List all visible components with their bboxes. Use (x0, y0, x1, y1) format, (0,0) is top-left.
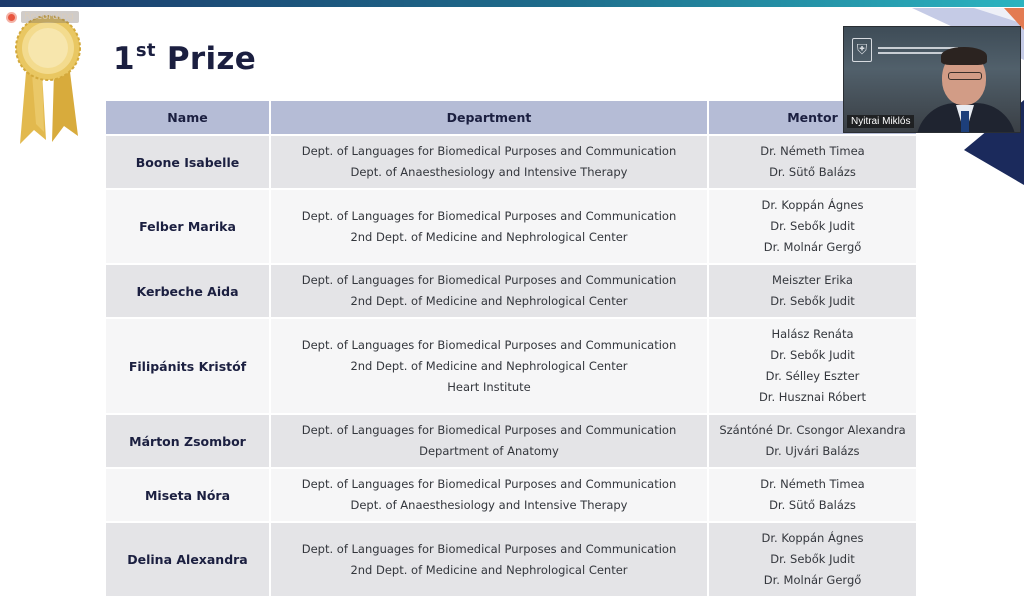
mentor-line: Dr. Sebők Judit (770, 219, 855, 233)
department-line: 2nd Dept. of Medicine and Nephrological Center (350, 229, 628, 244)
table-row (106, 318, 916, 414)
department-line: Dept. of Languages for Biomedical Purposes and Communication (301, 208, 677, 223)
mentor-line: Dr. Molnár Gergő (763, 573, 862, 587)
department-line: Dept. of Languages for Biomedical Purposes and Communication (301, 423, 677, 437)
column-header-department: Department (270, 101, 708, 135)
mentor-line: Szántóné Dr. Csongor Alexandra (719, 423, 906, 437)
title-word: Prize (166, 41, 257, 77)
department-cell (270, 318, 708, 414)
recording-label: Recording (21, 11, 79, 23)
mentor-line: Dr. Husznai Róbert (758, 390, 867, 404)
department-cell (270, 414, 708, 468)
department-line: Dept. of Anaesthesiology and Intensive Therapy (350, 165, 628, 179)
student-name: Miseta Nóra (106, 468, 270, 522)
mentor-line: Dr. Sütő Balázs (769, 165, 856, 179)
department-cell (270, 264, 708, 318)
department-line: Dept. of Languages for Biomedical Purposes and Communication (301, 273, 677, 287)
mentor-line: Dr. Koppán Ágnes (761, 531, 864, 545)
prize-table (106, 101, 916, 596)
mentor-line: Dr. Koppán Ágnes (761, 198, 864, 212)
mentor-cell (708, 522, 916, 596)
recording-dot-icon (6, 12, 17, 23)
mentor-cell (708, 318, 916, 414)
table-row (106, 414, 916, 468)
mentor-line: Halász Renáta (771, 327, 854, 341)
department-cell (270, 135, 708, 189)
mentor-line: Dr. Sélley Eszter (765, 369, 860, 383)
department-line: Dept. of Languages for Biomedical Purposes and Communication (301, 144, 677, 158)
department-line: Dept. of Languages for Biomedical Purposes and Communication (301, 337, 677, 352)
mentor-line: Dr. Sebők Judit (770, 552, 855, 566)
department-cell (270, 468, 708, 522)
student-name: Kerbeche Aida (106, 264, 270, 318)
university-crest-icon: ⛨ (852, 38, 872, 62)
mentor-cell (708, 264, 916, 318)
department-line: Dept. of Languages for Biomedical Purposes and Communication (301, 477, 677, 491)
department-line: Dept. of Languages for Biomedical Purposes and Communication (301, 541, 677, 556)
table-row (106, 189, 916, 264)
mentor-line: Dr. Ujvári Balázs (765, 444, 860, 458)
mentor-line: Dr. Németh Timea (760, 144, 865, 158)
mentor-line: Dr. Sebők Judit (770, 348, 855, 362)
department-line: 2nd Dept. of Medicine and Nephrological Center (350, 358, 628, 373)
table-row (106, 264, 916, 318)
table-row (106, 135, 916, 189)
department-line: Dept. of Anaesthesiology and Intensive Therapy (350, 498, 628, 512)
department-line: 2nd Dept. of Medicine and Nephrological Center (350, 562, 628, 577)
column-header-mentor: Mentor (708, 101, 916, 135)
department-cell (270, 522, 708, 596)
department-line: Department of Anatomy (419, 444, 559, 458)
student-name: Filipánits Kristóf (106, 318, 270, 414)
mentor-line: Dr. Németh Timea (760, 477, 865, 491)
top-accent-bar (0, 0, 1024, 7)
student-name: Felber Marika (106, 189, 270, 264)
mentor-cell (708, 468, 916, 522)
student-name: Boone Isabelle (106, 135, 270, 189)
participant-name-label: Nyitrai Miklós (847, 115, 914, 128)
participant-video-tile[interactable] (843, 26, 1021, 133)
mentor-cell (708, 414, 916, 468)
participant-hair (941, 47, 987, 65)
mentor-line: Dr. Sebők Judit (770, 294, 855, 308)
department-cell (270, 189, 708, 264)
mentor-line: Meiszter Erika (772, 273, 853, 287)
table-row (106, 468, 916, 522)
mentor-cell (708, 135, 916, 189)
mentor-cell (708, 189, 916, 264)
slide-title (113, 40, 256, 77)
participant-tie (961, 111, 969, 133)
title-number: 1 (113, 41, 135, 77)
title-ordinal: st (135, 40, 156, 61)
table-header-row (106, 101, 916, 135)
table-row (106, 522, 916, 596)
department-line: 2nd Dept. of Medicine and Nephrological Center (350, 294, 628, 308)
gold-medal-icon (12, 2, 84, 152)
student-name: Márton Zsombor (106, 414, 270, 468)
mentor-line: Dr. Molnár Gergő (763, 240, 862, 254)
column-header-name: Name (106, 101, 270, 135)
background-sign (852, 33, 1012, 67)
student-name: Delina Alexandra (106, 522, 270, 596)
participant-glasses (948, 72, 982, 80)
mentor-line: Dr. Sütő Balázs (769, 498, 856, 512)
recording-indicator (6, 10, 79, 24)
department-line: Heart Institute (447, 379, 531, 394)
